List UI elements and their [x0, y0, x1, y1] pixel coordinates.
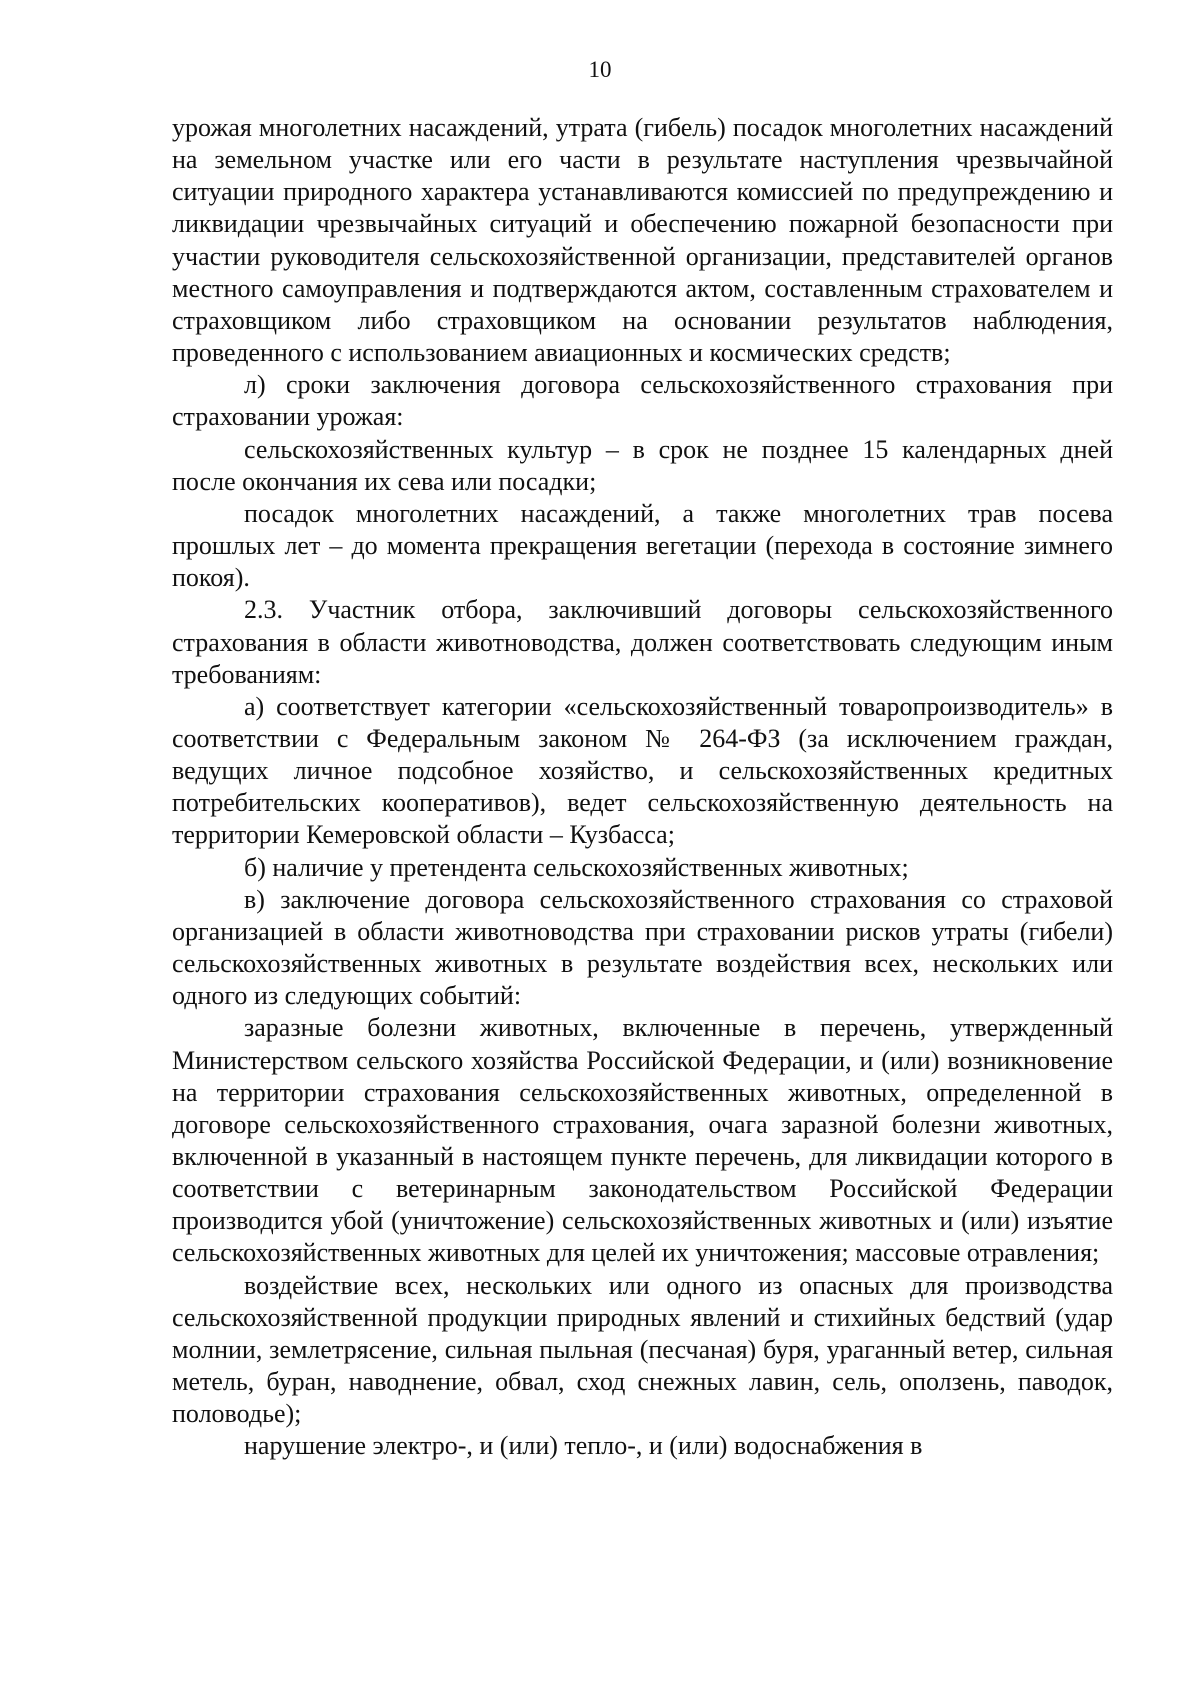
paragraph-continuation: урожая многолетних насаждений, утрата (гибель) посадок многолетних насаждений на земельном участке или его части в результате наступления чрезвычайной ситуации природного характера устанавливаются комиссией по предупреждению и ликвидации чрезвычайных ситуаций и обеспечению пожарной безопасности при участии руководителя сельскохозяйственной организации, представителей органов местного самоуправления и подтверждаются актом, составленным страхователем и страховщиком либо страховщиком на основании результатов наблюдения, проведенного с использованием авиационных и космических средств;	[172, 113, 1113, 368]
paragraph-item-a: а) соответствует категории «сельскохозяйственный товаропроизводитель» в соответствии с Федеральным законом № 264-ФЗ (за исключением граждан, ведущих личное подсобное хозяйство, и сельскохозяйственных кредитных потребительских кооперативов), ведет сельскохозяйственную деятельность на территории Кемеровской области – Кузбасса;	[172, 691, 1113, 850]
paragraph-natural-hazards: воздействие всех, нескольких или одного из опасных для производства сельскохозяйственной продукции природных явлений и стихийных бедствий (удар молнии, землетрясение, сильная пыльная (песчаная) буря, ураганный ветер, сильная метель, буран, наводнение, обвал, сход снежных лавин, сель, оползень, паводок, половодье);	[172, 1270, 1113, 1429]
page-number: 10	[588, 57, 612, 82]
paragraph-crops: сельскохозяйственных культур – в срок не позднее 15 календарных дней после окончания их сева или посадки;	[172, 434, 1113, 496]
paragraph-section-2-3: 2.3. Участник отбора, заключивший договоры сельскохозяйственного страхования в области животноводства, должен соответствовать следующим иным требованиям:	[172, 595, 1113, 689]
document-body	[172, 112, 1113, 1463]
paragraph-supply-disruption: нарушение электро-, и (или) тепло-, и (или) водоснабжения в	[244, 1431, 923, 1461]
paragraph-item-v: в) заключение договора сельскохозяйственного страхования со страховой организацией в области животноводства при страховании рисков утраты (гибели) сельскохозяйственных животных в результате воздействия всех, нескольких или одного из следующих событий:	[172, 884, 1113, 1011]
paragraph-item-l: л) сроки заключения договора сельскохозяйственного страхования при страховании урожая:	[172, 370, 1113, 432]
paragraph-perennials: посадок многолетних насаждений, а также многолетних трав посева прошлых лет – до момента прекращения вегетации (перехода в состояние зимнего покоя).	[172, 498, 1113, 593]
paragraph-item-b: б) наличие у претендента сельскохозяйственных животных;	[244, 852, 909, 882]
paragraph-diseases: заразные болезни животных, включенные в перечень, утвержденный Министерством сельского хозяйства Российской Федерации, и (или) возникновение на территории страхования сельскохозяйственных животных, определенной в договоре сельскохозяйственного страхования, очага заразной болезни животных, включенной в указанный в настоящем пункте перечень, для ликвидации которого в соответствии с ветеринарным законодательством Российской Федерации производится убой (уничтожение) сельскохозяйственных животных и (или) изъятие сельскохозяйственных животных для целей их уничтожения; массовые отравления;	[172, 1013, 1113, 1268]
